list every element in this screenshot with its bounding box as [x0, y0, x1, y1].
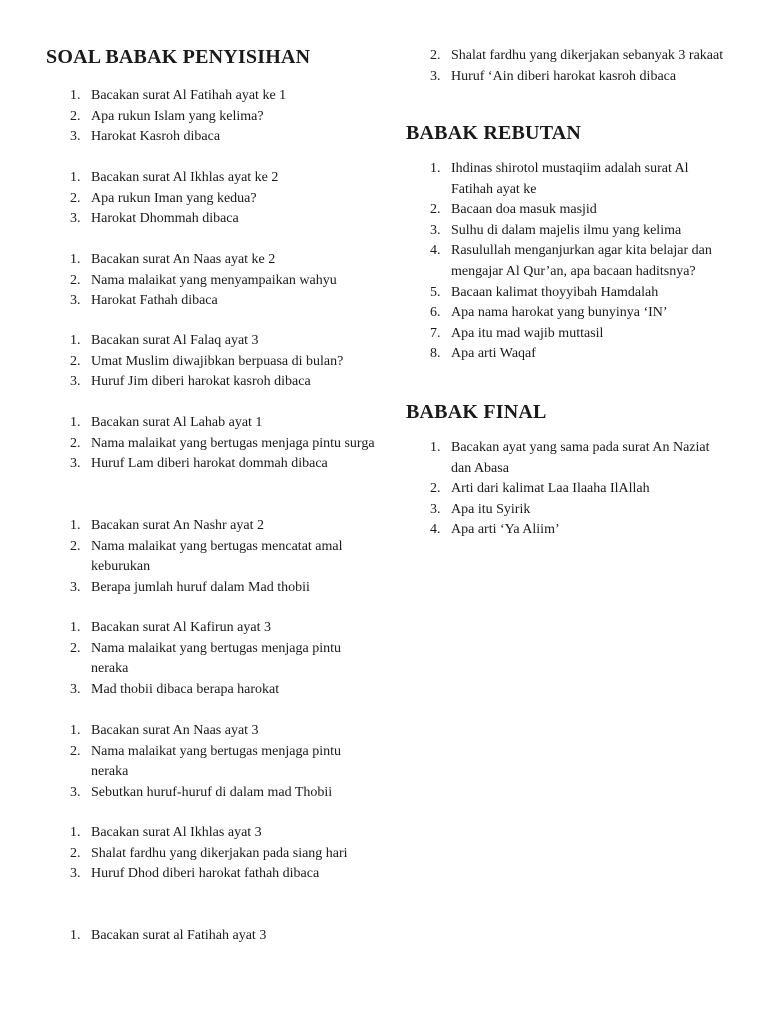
question-item [46, 168, 376, 189]
penyisihan-group-6 [46, 516, 376, 598]
penyisihan-group-5 [46, 413, 376, 475]
final-title: BABAK FINAL [406, 401, 547, 423]
question-item [406, 221, 726, 242]
question-text: Bacakan surat An Nashr ayat 2 [91, 518, 264, 533]
question-item [46, 516, 376, 537]
question-item [46, 434, 376, 455]
question-item [46, 926, 376, 947]
question-text: Harokat Dhommah dibaca [91, 211, 239, 227]
question-text: Harokat Fathah dibaca [91, 293, 218, 309]
question-item [406, 241, 726, 282]
question-item [406, 500, 726, 521]
question-item [46, 680, 376, 701]
question-text: Ihdinas shirotol mustaqiim adalah surat Al Fatihah ayat ke [451, 161, 689, 197]
question-text: Bacakan surat Al Kafirun ayat 3 [91, 620, 271, 635]
question-item [406, 67, 726, 88]
question-item [46, 107, 376, 128]
penyisihan-group-3 [46, 250, 376, 312]
question-item [406, 303, 726, 324]
question-number: 3. [70, 866, 81, 882]
question-text: Rasulullah menganjurkan agar kita belajar dan mengajar Al Qur’an, apa bacaan haditsnya? [451, 243, 712, 279]
question-text: Nama malaikat yang bertugas menjaga pintu neraka [91, 743, 341, 780]
question-text: Bacakan surat Al Fatihah ayat ke 1 [91, 88, 287, 103]
question-text: Apa nama harokat yang bunyinya ‘IN’ [451, 305, 668, 321]
question-text: Apa arti ‘Ya Aliim’ [451, 522, 560, 538]
question-number: 6. [430, 305, 441, 321]
question-item [46, 250, 376, 271]
final-list [406, 438, 726, 541]
question-text: Bacaan doa masuk masjid [451, 202, 597, 218]
question-number: 4. [430, 243, 441, 259]
question-text: Bacakan surat An Naas ayat ke 2 [91, 252, 276, 267]
penyisihan-group-9 [46, 823, 376, 885]
penyisihan-group-1 [46, 86, 376, 148]
question-item [406, 438, 726, 479]
question-item [46, 127, 376, 148]
question-item [46, 823, 376, 844]
question-number: 4. [430, 522, 441, 538]
question-text: Bacakan surat Al Falaq ayat 3 [91, 333, 259, 348]
penyisihan-group-8 [46, 721, 376, 803]
penyisihan-group-7 [46, 618, 376, 700]
question-text: Bacakan surat Al Ikhlas ayat ke 2 [91, 170, 279, 185]
question-item [46, 844, 376, 865]
question-text: Bacaan kalimat thoyyibah Hamdalah [451, 284, 659, 300]
question-item [46, 189, 376, 210]
question-item [46, 864, 376, 885]
question-item [46, 352, 376, 373]
question-item [46, 454, 376, 475]
question-text: Sulhu di dalam majelis ilmu yang kelima [451, 222, 682, 238]
question-item [46, 209, 376, 230]
question-number: 1. [70, 252, 81, 267]
question-text: Harokat Kasroh dibaca [91, 129, 221, 145]
question-item [46, 413, 376, 434]
question-item [46, 742, 376, 783]
question-number: 7. [430, 325, 441, 341]
question-item [46, 331, 376, 352]
question-item [46, 783, 376, 804]
question-text: Mad thobii dibaca berapa harokat [91, 681, 280, 697]
question-number: 3. [70, 211, 81, 227]
question-item [406, 479, 726, 500]
question-number: 2. [70, 190, 81, 206]
question-number: 1. [70, 88, 81, 103]
question-text: Umat Muslim diwajibkan berpuasa di bulan? [91, 353, 344, 369]
question-text: Apa itu Syirik [451, 501, 531, 517]
question-text: Huruf Jim diberi harokat kasroh dibaca [91, 374, 311, 390]
question-number: 3. [70, 681, 81, 697]
question-number: 2. [430, 481, 441, 497]
question-item [46, 86, 376, 107]
question-text: Bacakan surat al Fatihah ayat 3 [91, 928, 267, 943]
question-number: 1. [430, 161, 441, 176]
question-number: 3. [70, 784, 81, 800]
question-item [406, 344, 726, 365]
penyisihan-group-2 [46, 168, 376, 230]
question-text: Berapa jumlah huruf dalam Mad thobii [91, 579, 310, 595]
question-item [406, 283, 726, 304]
question-number: 2. [430, 48, 441, 63]
question-item [406, 159, 726, 200]
question-number: 1. [70, 170, 81, 185]
penyisihan-group-10 [46, 926, 376, 947]
question-number: 1. [430, 440, 441, 455]
question-number: 3. [70, 579, 81, 595]
question-number: 2. [430, 202, 441, 218]
question-text: Arti dari kalimat Laa Ilaaha IlAllah [451, 481, 650, 497]
question-text: Nama malaikat yang bertugas menjaga pintu neraka [91, 640, 341, 677]
penyisihan-group-4 [46, 331, 376, 393]
question-number: 2. [70, 353, 81, 369]
question-number: 3. [70, 129, 81, 145]
question-number: 1. [70, 333, 81, 348]
question-number: 5. [430, 284, 441, 300]
question-text: Apa arti Waqaf [451, 346, 536, 362]
question-number: 2. [70, 108, 81, 124]
question-number: 3. [430, 501, 441, 517]
question-number: 1. [70, 415, 81, 430]
question-text: Apa rukun Islam yang kelima? [91, 108, 264, 124]
question-item [46, 721, 376, 742]
question-item [46, 639, 376, 680]
question-number: 2. [70, 845, 81, 861]
rebutan-title: BABAK REBUTAN [406, 122, 582, 144]
question-text: Huruf ‘Ain diberi harokat kasroh dibaca [451, 68, 677, 84]
question-number: 2. [70, 640, 81, 656]
question-text: Bacakan surat Al Lahab ayat 1 [91, 415, 263, 430]
question-number: 2. [70, 743, 81, 759]
question-item [406, 324, 726, 345]
question-text: Apa rukun Iman yang kedua? [91, 190, 257, 206]
question-text: Bacakan surat Al Ikhlas ayat 3 [91, 825, 262, 840]
question-item [406, 200, 726, 221]
question-text: Huruf Lam diberi harokat dommah dibaca [91, 456, 328, 472]
question-item [46, 291, 376, 312]
question-number: 3. [70, 374, 81, 390]
question-text: Huruf Dhod diberi harokat fathah dibaca [91, 866, 320, 882]
question-number: 1. [70, 620, 81, 635]
question-item [46, 271, 376, 292]
question-item [406, 46, 726, 67]
question-text: Nama malaikat yang menyampaikan wahyu [91, 272, 337, 288]
question-text: Shalat fardhu yang dikerjakan pada siang hari [91, 845, 348, 861]
question-text: Sebutkan huruf-huruf di dalam mad Thobii [91, 784, 333, 800]
question-text: Bacakan ayat yang sama pada surat An Naziat dan Abasa [451, 440, 710, 476]
rebutan-list [406, 159, 726, 365]
question-text: Nama malaikat yang bertugas menjaga pintu surga [91, 435, 375, 451]
question-number: 1. [70, 518, 81, 533]
question-number: 1. [70, 723, 81, 738]
question-number: 3. [70, 456, 81, 472]
question-text: Nama malaikat yang bertugas mencatat amal keburukan [91, 538, 343, 575]
question-item [46, 372, 376, 393]
penyisihan-group-10-continued [406, 46, 726, 87]
question-item [46, 578, 376, 599]
question-text: Apa itu mad wajib muttasil [451, 325, 604, 341]
question-number: 3. [430, 68, 441, 84]
question-number: 2. [70, 538, 81, 554]
question-text: Bacakan surat An Naas ayat 3 [91, 723, 259, 738]
question-item [46, 537, 376, 578]
question-number: 3. [70, 293, 81, 309]
question-item [406, 520, 726, 541]
question-item [46, 618, 376, 639]
question-text: Shalat fardhu yang dikerjakan sebanyak 3 rakaat [451, 48, 724, 63]
question-number: 2. [70, 435, 81, 451]
question-number: 3. [430, 222, 441, 238]
question-number: 2. [70, 272, 81, 288]
question-number: 1. [70, 825, 81, 840]
question-number: 1. [70, 928, 81, 943]
question-number: 8. [430, 346, 441, 362]
penyisihan-title: SOAL BABAK PENYISIHAN [46, 46, 311, 68]
